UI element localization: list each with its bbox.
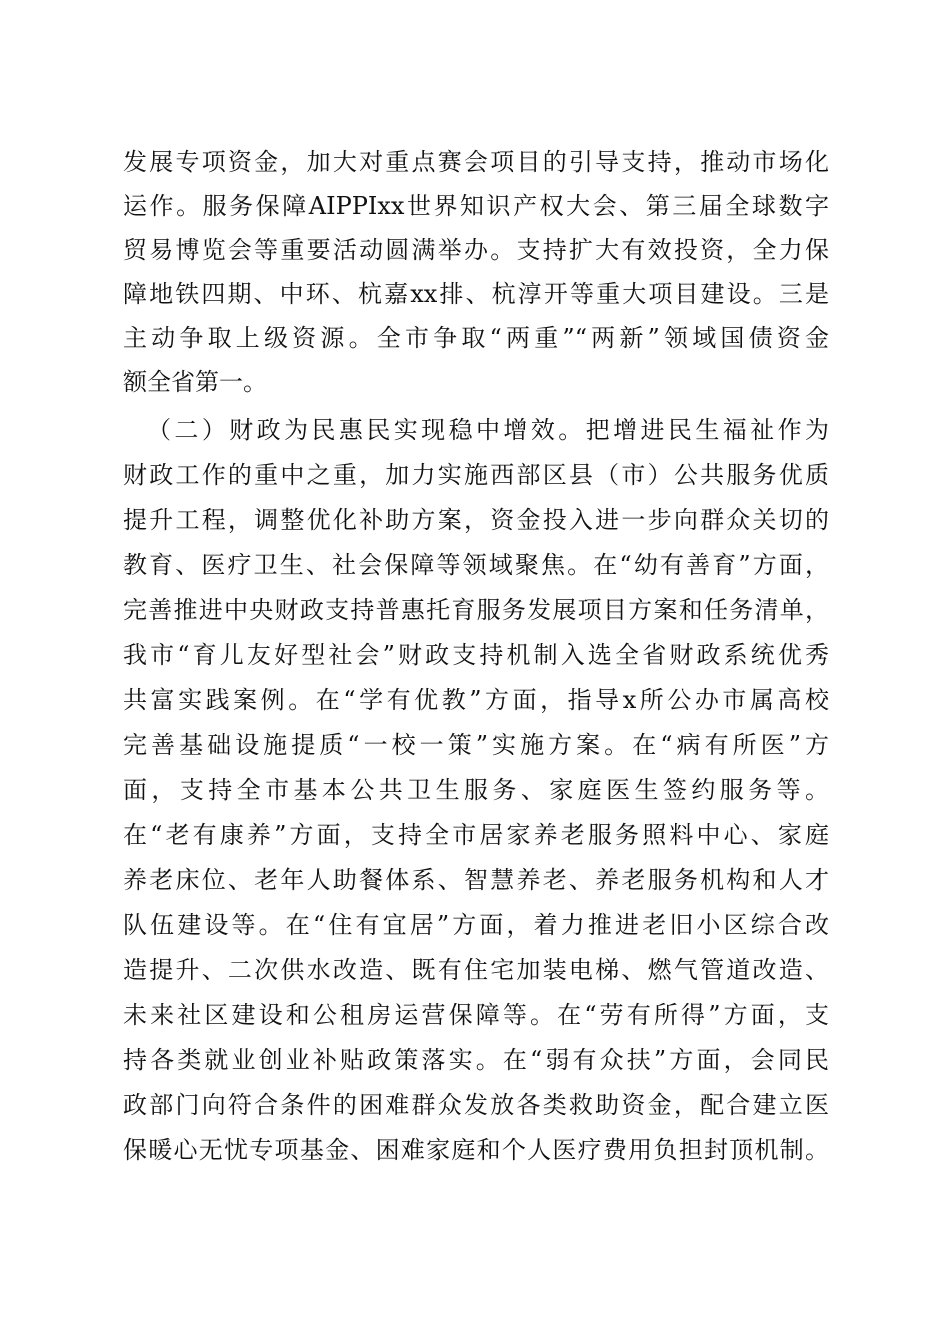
- text-line: 运作。服务保障AIPPIxx世界知识产权大会、第三届全球数字: [123, 192, 829, 220]
- text-line: 保暖心无忧专项基金、困难家庭和个人医疗费用负担封顶机制。: [123, 1136, 829, 1164]
- text-line: （二）财政为民惠民实现稳中增效。把增进民生福祉作为: [147, 416, 829, 444]
- text-line: 持各类就业创业补贴政策落实。在“弱有众扶”方面，会同民: [123, 1046, 829, 1074]
- text-line: 财政工作的重中之重，加力实施西部区县（市）公共服务优质: [123, 461, 829, 489]
- text-line: 造提升、二次供水改造、既有住宅加装电梯、燃气管道改造、: [123, 956, 829, 984]
- text-line: 共富实践案例。在“学有优教”方面，指导x所公办市属高校: [123, 686, 829, 714]
- paragraph-2: [123, 408, 829, 1173]
- text-line: 未来社区建设和公租房运营保障等。在“劳有所得”方面，支: [123, 1001, 829, 1029]
- text-line: 提升工程，调整优化补助方案，资金投入进一步向群众关切的: [123, 506, 829, 534]
- text-line: 障地铁四期、中环、杭嘉xx排、杭淳开等重大项目建设。三是: [123, 280, 829, 308]
- text-line: 面，支持全市基本公共卫生服务、家庭医生签约服务等。: [123, 776, 829, 804]
- text-line: 队伍建设等。在“住有宜居”方面，着力推进老旧小区综合改: [123, 911, 829, 939]
- text-line: 贸易博览会等重要活动圆满举办。支持扩大有效投资，全力保: [123, 236, 829, 264]
- paragraph-1: [123, 140, 829, 404]
- text-line: 完善基础设施提质“一校一策”实施方案。在“病有所医”方: [123, 731, 829, 759]
- text-line: 养老床位、老年人助餐体系、智慧养老、养老服务机构和人才: [123, 866, 829, 894]
- text-line: 政部门向符合条件的困难群众发放各类救助资金，配合建立医: [123, 1091, 829, 1119]
- text-line: 主动争取上级资源。全市争取“两重”“两新”领域国债资金: [123, 324, 829, 352]
- text-line: 额全省第一。: [123, 368, 267, 396]
- text-line: 发展专项资金，加大对重点赛会项目的引导支持，推动市场化: [123, 148, 829, 176]
- text-line: 教育、医疗卫生、社会保障等领域聚焦。在“幼有善育”方面，: [123, 551, 829, 579]
- text-line: 我市“育儿友好型社会”财政支持机制入选全省财政系统优秀: [123, 641, 829, 669]
- text-line: 在“老有康养”方面，支持全市居家养老服务照料中心、家庭: [123, 821, 829, 849]
- text-line: 完善推进中央财政支持普惠托育服务发展项目方案和任务清单，: [123, 596, 829, 624]
